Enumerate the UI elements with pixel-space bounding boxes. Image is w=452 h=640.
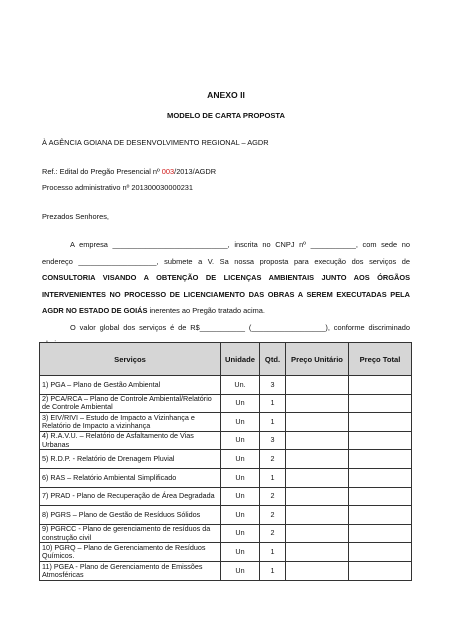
header-qty: Qtd. xyxy=(260,343,286,376)
qty-cell: 1 xyxy=(260,394,286,413)
table-row xyxy=(40,431,412,450)
total-price-cell[interactable] xyxy=(349,431,412,450)
total-price-cell[interactable] xyxy=(349,376,412,395)
unit-price-cell[interactable] xyxy=(286,468,349,487)
qty-cell: 2 xyxy=(260,450,286,469)
unit-cell: Un xyxy=(221,543,260,562)
reference-line xyxy=(42,167,216,176)
table-row xyxy=(40,561,412,580)
total-price-cell[interactable] xyxy=(349,524,412,543)
unit-price-cell[interactable] xyxy=(286,543,349,562)
qty-cell: 3 xyxy=(260,431,286,450)
unit-price-cell[interactable] xyxy=(286,506,349,525)
table-row xyxy=(40,543,412,562)
services-table xyxy=(39,342,412,581)
unit-cell: Un xyxy=(221,506,260,525)
total-price-cell[interactable] xyxy=(349,561,412,580)
total-price-cell[interactable] xyxy=(349,394,412,413)
table-row xyxy=(40,413,412,432)
total-price-cell[interactable] xyxy=(349,413,412,432)
header-services: Serviços xyxy=(40,343,221,376)
qty-cell: 3 xyxy=(260,376,286,395)
qty-cell: 1 xyxy=(260,413,286,432)
service-cell: 8) PGRS – Plano de Gestão de Resíduos Sólidos xyxy=(40,506,221,525)
table-row xyxy=(40,376,412,395)
unit-price-cell[interactable] xyxy=(286,450,349,469)
unit-price-cell[interactable] xyxy=(286,431,349,450)
table-body xyxy=(40,376,412,581)
service-cell: 1) PGA – Plano de Gestão Ambiental xyxy=(40,376,221,395)
header-unit: Unidade xyxy=(221,343,260,376)
table-row xyxy=(40,487,412,506)
qty-cell: 1 xyxy=(260,543,286,562)
reference-suffix: /2013/AGDR xyxy=(174,167,217,176)
cnpj-blank[interactable]: ___________ xyxy=(310,240,356,249)
unit-cell: Un. xyxy=(221,376,260,395)
unit-price-cell[interactable] xyxy=(286,394,349,413)
unit-cell: Un xyxy=(221,431,260,450)
service-cell: 4) R.A.V.U. – Relatório de Asfaltamento de Vias Urbanas xyxy=(40,431,221,450)
greeting: Prezados Senhores, xyxy=(42,212,109,221)
table-row xyxy=(40,468,412,487)
total-price-cell[interactable] xyxy=(349,506,412,525)
unit-cell: Un xyxy=(221,524,260,543)
value-words-blank[interactable]: __________________ xyxy=(251,322,326,332)
reference-number: 003 xyxy=(161,167,175,176)
table-row xyxy=(40,506,412,525)
table-row xyxy=(40,394,412,413)
unit-price-cell[interactable] xyxy=(286,376,349,395)
total-price-cell[interactable] xyxy=(349,487,412,506)
service-cell: 9) PGRCC - Plano de gerenciamento de resíduos da construção civil xyxy=(40,524,221,543)
process-number: Processo administrativo nº 201300030000231 xyxy=(42,183,194,192)
header-total-price: Preço Total xyxy=(349,343,412,376)
qty-cell: 2 xyxy=(260,487,286,506)
unit-cell: Un xyxy=(221,413,260,432)
proposal-paragraph xyxy=(42,237,410,353)
table-header-row xyxy=(40,343,412,376)
service-cell: 11) PGEA - Plano de Gerenciamento de Emissões Atmosféricas xyxy=(40,561,221,580)
total-price-cell[interactable] xyxy=(349,450,412,469)
paragraph-2: O valor global dos serviços é de R$___________ (__________________), conforme discriminado xyxy=(70,322,411,332)
total-price-cell[interactable] xyxy=(349,468,412,487)
service-cell: 10) PGRQ – Plano de Gerenciamento de Resíduos Químicos. xyxy=(40,543,221,562)
qty-cell: 2 xyxy=(260,524,286,543)
annex-title: ANEXO II xyxy=(207,90,245,100)
unit-price-cell[interactable] xyxy=(286,561,349,580)
unit-price-cell[interactable] xyxy=(286,413,349,432)
service-cell: 2) PCA/RCA – Plano de Controle Ambiental/Relatório de Controle Ambiental xyxy=(40,394,221,413)
unit-price-cell[interactable] xyxy=(286,524,349,543)
unit-cell: Un xyxy=(221,450,260,469)
service-cell: 7) PRAD - Plano de Recuperação de Área Degradada xyxy=(40,487,221,506)
total-price-cell[interactable] xyxy=(349,543,412,562)
qty-cell: 2 xyxy=(260,506,286,525)
reference-prefix: Ref.: Edital do Pregão Presencial nº xyxy=(42,167,162,176)
table-row xyxy=(40,450,412,469)
unit-price-cell[interactable] xyxy=(286,487,349,506)
service-cell: 5) R.D.P. - Relatório de Drenagem Pluvial xyxy=(40,450,221,469)
company-name-blank[interactable]: ____________________________ xyxy=(112,240,228,249)
unit-cell: Un xyxy=(221,561,260,580)
service-description: CONSULTORIA VISANDO A OBTENÇÃO DE LICENÇAS AMBIENTAIS JUNTO AOS ÓRGÃOS INTERVENIENTES NO PROCESSO DE LICENCIAMENTO DAS OBRAS A SEREM EXECUTADAS PELA AGDR NO ESTADO DE GOIÁS xyxy=(42,273,410,315)
address-blank[interactable]: ___________________ xyxy=(78,256,157,266)
qty-cell: 1 xyxy=(260,468,286,487)
service-cell: 3) EIV/RIVI – Estudo de Impacto a Vizinhança e Relatório de Impacto a vizinhança xyxy=(40,413,221,432)
document-title: MODELO DE CARTA PROPOSTA xyxy=(167,111,285,120)
service-cell: 6) RAS – Relatório Ambiental Simplificado xyxy=(40,468,221,487)
value-blank[interactable]: ___________ xyxy=(199,322,245,332)
header-unit-price: Preço Unitário xyxy=(286,343,349,376)
table-row xyxy=(40,524,412,543)
qty-cell: 1 xyxy=(260,561,286,580)
unit-cell: Un xyxy=(221,468,260,487)
unit-cell: Un xyxy=(221,487,260,506)
paragraph-1: A empresa ____________________________, inscrita no CNPJ nº ___________, com sede no endereço ___________________, submete a V. Sa nossa proposta para execução dos serviços de CONSULTORIA VISANDO A OBTENÇÃO DE LICENÇAS AMBIENTAIS JUNTO AOS ÓRGÃOS INTERVENIENTES NO PROCESSO DE LICENCIAMENTO DAS OBRAS A SEREM EXECUTADAS PELA AGDR NO ESTADO DE GOIÁS inerentes ao Pregão tratado acima. xyxy=(42,240,410,315)
unit-cell: Un xyxy=(221,394,260,413)
addressee: À AGÊNCIA GOIANA DE DESENVOLVIMENTO REGIONAL – AGDR xyxy=(42,138,269,147)
